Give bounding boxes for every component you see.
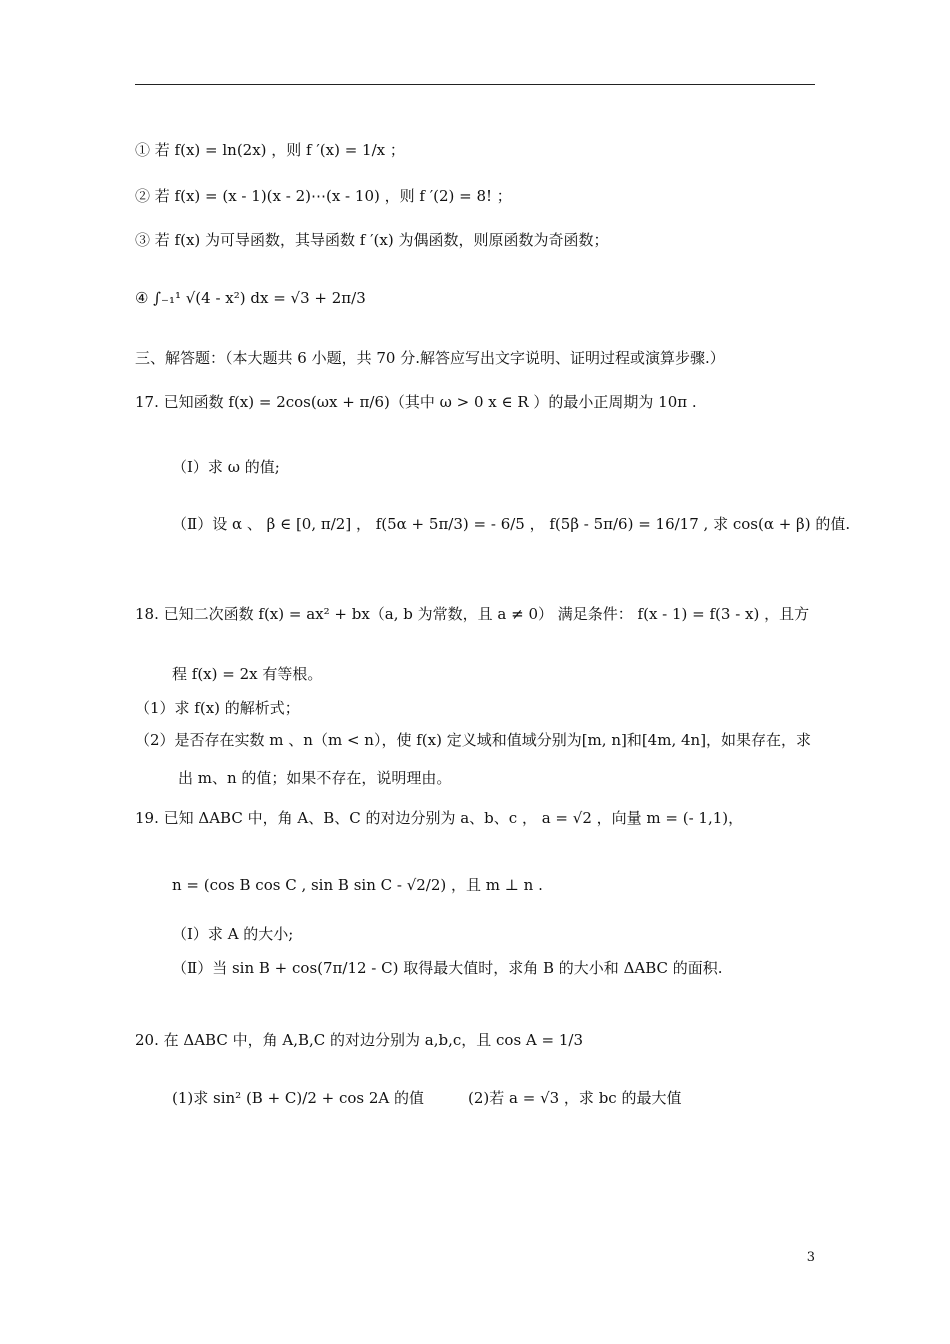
question-19-stem: 19. 已知 ΔABC 中，角 A、B、C 的对边分别为 a、b、c ， a = √2 ，向量 m = (- 1,1)， bbox=[135, 809, 744, 827]
item-3: ③ 若 f(x) 为可导函数，其导函数 f ′(x) 为偶函数，则原函数为奇函数； bbox=[135, 231, 609, 249]
question-19-stem-cont: n = (cos B cos C , sin B sin C - √2/2) ，且 m ⊥ n . bbox=[172, 876, 543, 894]
question-19-part-1: （Ⅰ）求 A 的大小; bbox=[172, 925, 294, 943]
item-1: ① 若 f(x) = ln(2x) ，则 f ′(x) = 1/x ； bbox=[135, 141, 405, 159]
question-17-stem: 17. 已知函数 f(x) = 2cos(ωx + π/6)（其中 ω > 0 x ∈ R ）的最小正周期为 10π . bbox=[135, 393, 697, 411]
question-20-part-2: (2)若 a = √3 ，求 bc 的最大值 bbox=[468, 1089, 682, 1107]
question-20-stem: 20. 在 ΔABC 中，角 A,B,C 的对边分别为 a,b,c，且 cos A = 1/3 bbox=[135, 1031, 584, 1049]
question-17-part-1: （Ⅰ）求 ω 的值; bbox=[172, 458, 280, 476]
question-18-part-2: （2）是否存在实数 m 、n（m < n），使 f(x) 定义域和值域分别为[m, n]和[4m, 4n]，如果存在，求 bbox=[135, 731, 812, 749]
question-18-stem: 18. 已知二次函数 f(x) = ax² + bx（a, b 为常数，且 a ≠ 0） 满足条件： f(x - 1) = f(3 - x) ，且方 bbox=[135, 605, 810, 623]
item-2: ② 若 f(x) = (x - 1)(x - 2)⋯(x - 10) ，则 f ′(2) = 8! ； bbox=[135, 187, 512, 205]
question-18-stem-cont: 程 f(x) = 2x 有等根。 bbox=[172, 665, 323, 683]
item-4: ④ ∫₋₁¹ √(4 - x²) dx = √3 + 2π/3 bbox=[135, 289, 366, 307]
question-18-part-1: （1）求 f(x) 的解析式； bbox=[135, 699, 300, 717]
question-17-part-2: （Ⅱ）设 α 、 β ∈ [0, π/2] ， f(5α + 5π/3) = - 6/5 ， f(5β - 5π/6) = 16/17 , 求 cos(α + β) 的值. bbox=[172, 515, 851, 533]
header-rule bbox=[135, 84, 815, 85]
question-19-part-2: （Ⅱ）当 sin B + cos(7π/12 - C) 取得最大值时，求角 B 的大小和 ΔABC 的面积. bbox=[172, 959, 723, 977]
page-number: 3 bbox=[806, 1250, 815, 1265]
question-20-part-1: (1)求 sin² (B + C)/2 + cos 2A 的值 bbox=[172, 1089, 425, 1107]
question-18-part-2-cont: 出 m、n 的值；如果不存在，说明理由。 bbox=[178, 769, 452, 787]
section-heading: 三、解答题：（本大题共 6 小题，共 70 分.解答应写出文字说明、证明过程或演算步骤.） bbox=[135, 349, 725, 367]
